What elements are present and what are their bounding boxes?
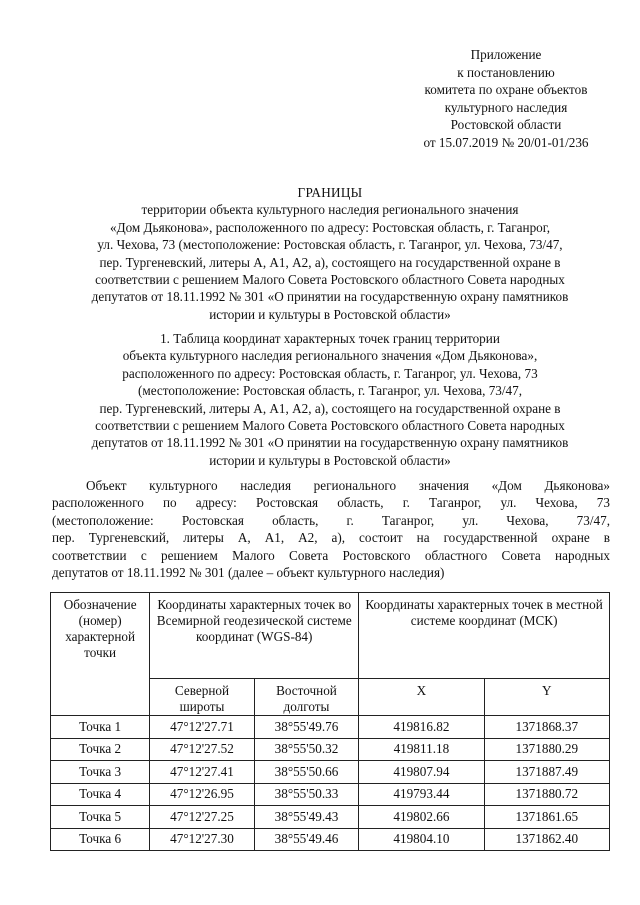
title-line: истории и культуры в Ростовской области» [209,306,451,322]
table-row [51,783,610,806]
cell-lat: 47°12'27.25 [150,806,254,829]
appendix-line: от 15.07.2019 № 20/01-01/236 [423,134,589,150]
cell-lat: 47°12'27.71 [150,716,254,739]
cell-x: 419802.66 [359,806,484,829]
title-line: пер. Тургеневский, литеры А, А1, А2, а), состоящего на государственной охране в [99,254,561,270]
section-line: истории и культуры в Ростовской области» [209,452,451,468]
cell-y: 1371887.49 [484,761,609,784]
cell-point: Точка 3 [51,761,150,784]
appendix-block [395,46,617,152]
cell-y: 1371880.29 [484,738,609,761]
paragraph-line: Объект культурного наследия регионального значения «Дом Дьяконова» [86,478,610,493]
appendix-line: культурного наследия [444,99,568,115]
table-row [51,716,610,739]
cell-lon: 38°55'50.66 [254,761,358,784]
cell-x: 419807.94 [359,761,484,784]
table-row [51,828,610,851]
cell-y: 1371868.37 [484,716,609,739]
cell-point: Точка 4 [51,783,150,806]
cell-lat: 47°12'27.30 [150,828,254,851]
paragraph-line: соответствии с решением Малого Совета Ростовского областного Совета народных [52,547,610,563]
appendix-line: Ростовской области [450,117,562,133]
header-east-longitude: Восточной долготы [254,679,358,716]
cell-lon: 38°55'49.46 [254,828,358,851]
paragraph-line: пер. Тургеневский, литеры А, А1, А2, а), состоит на государственной охране в [52,530,610,546]
appendix-line: к постановлению [457,64,555,80]
cell-lat: 47°12'27.41 [150,761,254,784]
table-row [51,806,610,829]
section-heading [50,330,610,469]
section-line: 1. Таблица координат характерных точек границ территории [160,331,500,346]
cell-x: 419816.82 [359,716,484,739]
cell-x: 419793.44 [359,783,484,806]
title-line: соответствии с решением Малого Совета Ростовского областного Совета народных [95,272,565,288]
cell-point: Точка 6 [51,828,150,851]
header-msk: Координаты характерных точек в местной системе координат (МСК) [359,593,610,679]
header-point-designation: Обозначение (номер) характерной точки [51,593,150,716]
appendix-line: Приложение [470,47,542,62]
paragraph-line: депутатов от 18.11.1992 № 301 (далее – объект культурного наследия) [52,565,445,581]
section-line: пер. Тургеневский, литеры А, А1, А2, а), состоящего на государственной охране в [99,400,561,416]
appendix-line: комитета по охране объектов [424,82,588,98]
description-paragraph [52,477,610,581]
cell-lon: 38°55'49.43 [254,806,358,829]
cell-x: 419811.18 [359,738,484,761]
table-row [51,761,610,784]
table-row [51,738,610,761]
section-line: соответствии с решением Малого Совета Ростовского областного Совета народных [95,418,565,434]
title-heading: ГРАНИЦЫ [297,185,363,200]
title-line: депутатов от 18.11.1992 № 301 «О принятии на государственную охрану памятников [91,289,569,305]
cell-y: 1371880.72 [484,783,609,806]
cell-lon: 38°55'50.32 [254,738,358,761]
cell-lon: 38°55'49.76 [254,716,358,739]
cell-point: Точка 1 [51,716,150,739]
document-title [50,184,610,323]
cell-point: Точка 2 [51,738,150,761]
header-y: Y [484,679,609,716]
cell-point: Точка 5 [51,806,150,829]
header-wgs84: Координаты характерных точек во Всемирной геодезической системе координат (WGS-84) [150,593,359,679]
section-line: (местоположение: Ростовская область, г. Таганрог, ул. Чехова, 73/47, [137,383,523,399]
title-line: «Дом Дьяконова», расположенного по адресу: Ростовская область, г. Таганрог, [109,219,550,235]
title-line: территории объекта культурного наследия регионального значения [141,202,519,218]
coordinates-table [50,592,610,851]
cell-lat: 47°12'27.52 [150,738,254,761]
section-line: расположенного по адресу: Ростовская область, г. Таганрог, ул. Чехова, 73 [122,365,538,381]
cell-lon: 38°55'50.33 [254,783,358,806]
cell-y: 1371862.40 [484,828,609,851]
section-line: объекта культурного наследия регионального значения «Дом Дьяконова», [122,348,538,364]
cell-y: 1371861.65 [484,806,609,829]
cell-lat: 47°12'26.95 [150,783,254,806]
cell-x: 419804.10 [359,828,484,851]
section-line: депутатов от 18.11.1992 № 301 «О принятии на государственную охрану памятников [91,435,569,451]
title-line: ул. Чехова, 73 (местоположение: Ростовская область, г. Таганрог, ул. Чехова, 73/47, [97,237,563,253]
paragraph-line: расположенного по адресу: Ростовская область, г. Таганрог, ул. Чехова, 73 [52,495,610,511]
header-x: X [359,679,484,716]
header-north-latitude: Северной широты [150,679,254,716]
paragraph-line: (местоположение: Ростовская область, г. Таганрог, ул. Чехова, 73/47, [52,512,610,528]
